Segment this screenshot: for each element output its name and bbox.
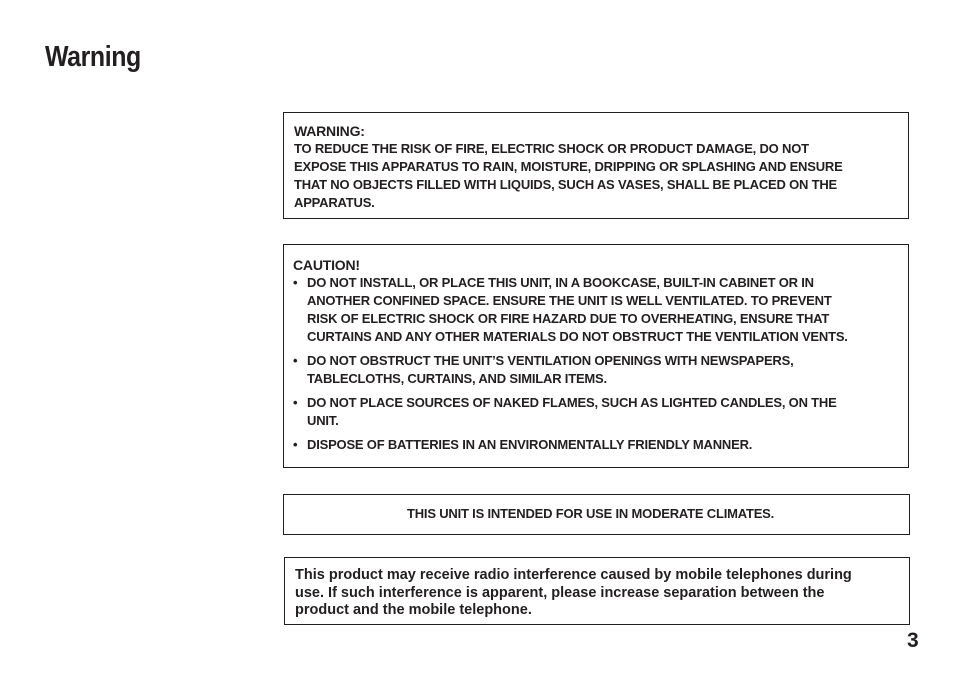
warning-line: TO REDUCE THE RISK OF FIRE, ELECTRIC SHOCK OR PRODUCT DAMAGE, DO NOT [294,141,809,156]
bullet-icon: • [293,275,298,290]
caution-line: DO NOT OBSTRUCT THE UNIT’S VENTILATION OPENINGS WITH NEWSPAPERS, [307,353,794,368]
radio-line: product and the mobile telephone. [295,602,532,618]
radio-line: This product may receive radio interference caused by mobile telephones during [295,567,852,583]
caution-item [293,394,899,430]
caution-line: ANOTHER CONFINED SPACE. ENSURE THE UNIT IS WELL VENTILATED. TO PREVENT [307,293,832,308]
radio-line: use. If such interference is apparent, please increase separation between the [295,584,825,601]
warning-line: THAT NO OBJECTS FILLED WITH LIQUIDS, SUCH AS VASES, SHALL BE PLACED ON THE [294,177,838,192]
caution-item [293,352,899,388]
page-title: Warning [45,41,141,73]
warning-box [283,112,909,219]
caution-line: RISK OF ELECTRIC SHOCK OR FIRE HAZARD DUE TO OVERHEATING, ENSURE THAT [307,311,830,326]
caution-list [293,274,899,454]
climate-box [283,494,910,535]
caution-line: DISPOSE OF BATTERIES IN AN ENVIRONMENTALLY FRIENDLY MANNER. [307,437,753,452]
caution-line: UNIT. [307,413,339,428]
bullet-icon: • [293,395,298,410]
warning-heading: WARNING: [294,123,365,139]
caution-box [283,244,909,468]
bullet-icon: • [293,437,298,452]
caution-line: CURTAINS AND ANY OTHER MATERIALS DO NOT OBSTRUCT THE VENTILATION VENTS. [307,329,848,344]
caution-line: TABLECLOTHS, CURTAINS, AND SIMILAR ITEMS. [307,371,607,386]
caution-line: DO NOT PLACE SOURCES OF NAKED FLAMES, SUCH AS LIGHTED CANDLES, ON THE [307,395,837,410]
warning-line: EXPOSE THIS APPARATUS TO RAIN, MOISTURE, DRIPPING OR SPLASHING AND ENSURE [294,159,843,174]
caution-item [293,274,899,346]
page-number: 3 [907,629,919,652]
caution-heading: CAUTION! [293,257,360,273]
climate-notice: THIS UNIT IS INTENDED FOR USE IN MODERATE CLIMATES. [407,506,775,521]
caution-line: DO NOT INSTALL, OR PLACE THIS UNIT, IN A BOOKCASE, BUILT-IN CABINET OR IN [307,275,814,290]
warning-line: APPARATUS. [294,195,375,210]
radio-interference-box [284,557,910,625]
bullet-icon: • [293,353,298,368]
caution-item [293,436,899,454]
